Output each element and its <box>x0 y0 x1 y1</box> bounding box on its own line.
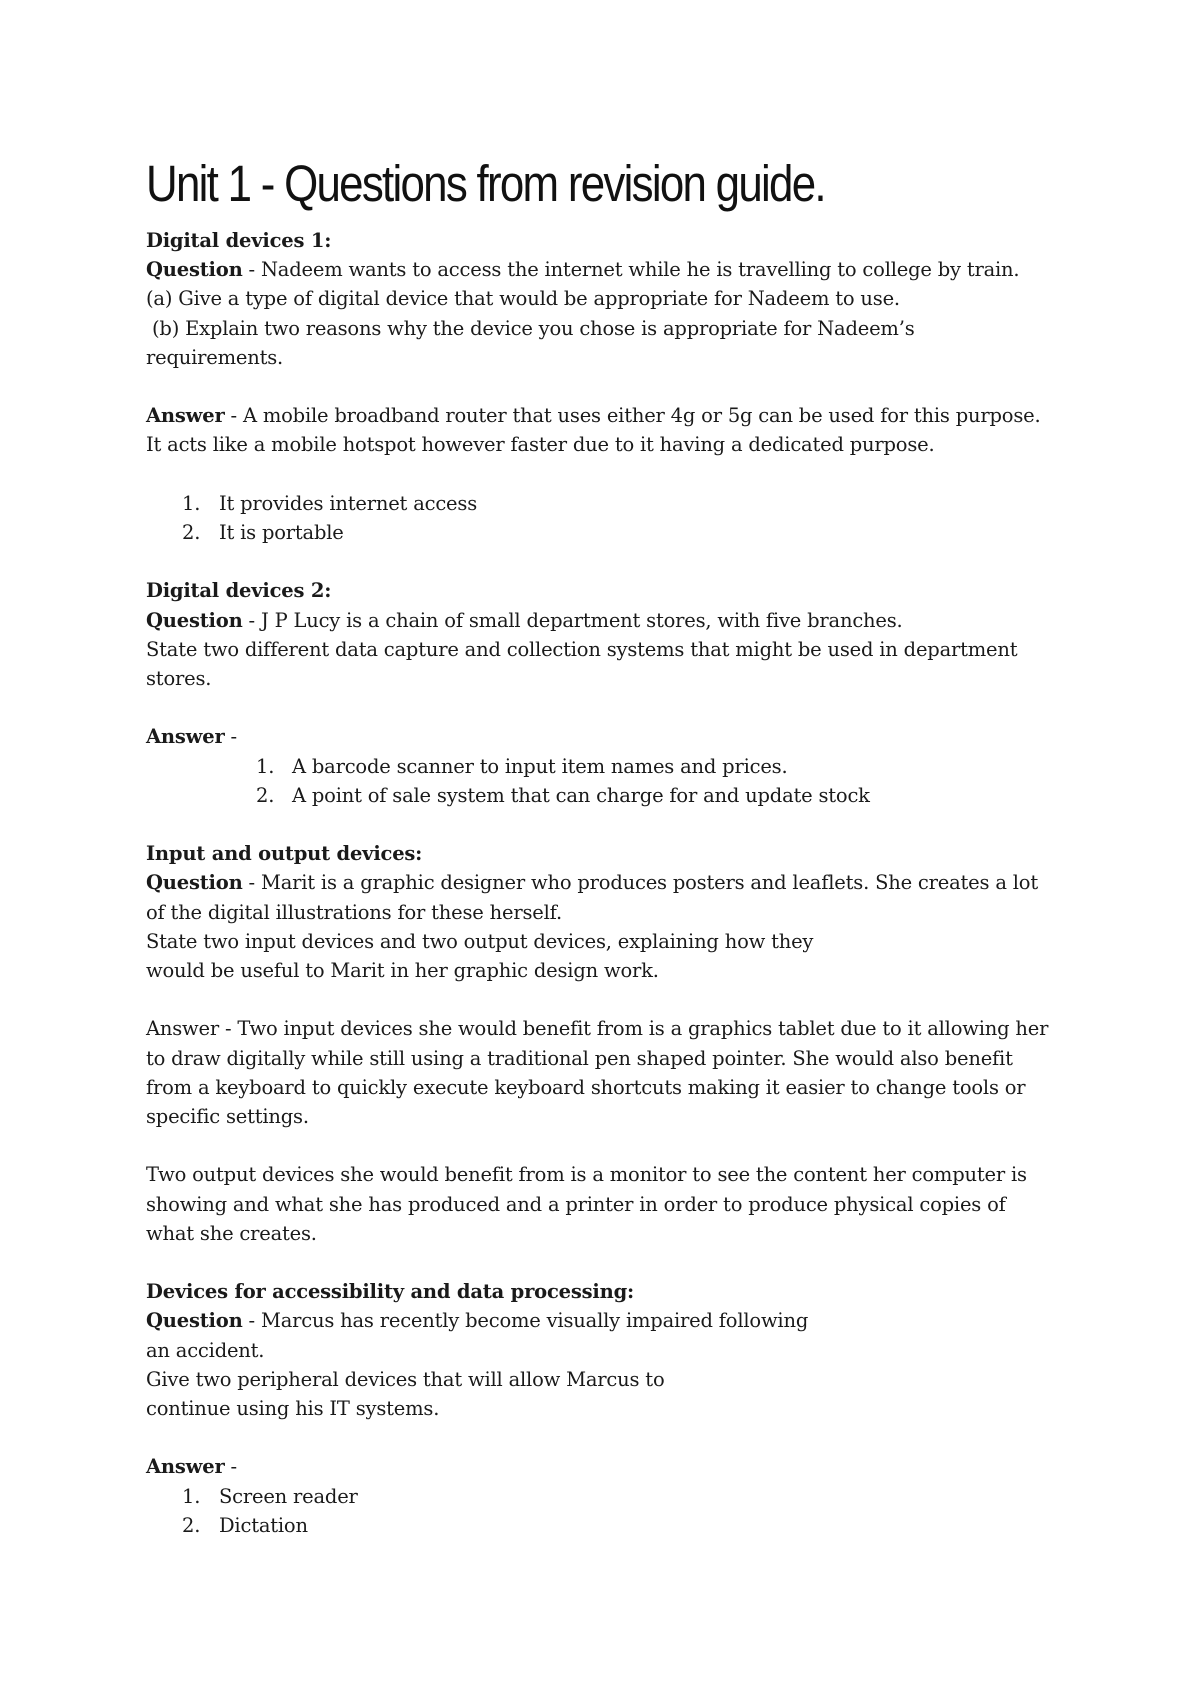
list-item-text: Dictation <box>219 1513 308 1537</box>
list-number: 2. <box>256 783 275 807</box>
page-title: Unit 1 - Questions from revision guide. <box>146 155 825 212</box>
list-number: 1. <box>256 754 275 778</box>
list-item <box>146 518 1086 547</box>
spacer <box>146 460 1086 489</box>
question-text: - Marcus has recently become visually impaired following <box>242 1309 809 1333</box>
answer-line: Answer - Two input devices she would benefit from is a graphics tablet due to it allowing her <box>146 1017 1049 1041</box>
answer-label: Answer <box>146 725 225 749</box>
question-line: (b) Explain two reasons why the device you chose is appropriate for Nadeem’s <box>146 316 915 340</box>
list-item <box>146 1482 1086 1511</box>
list-number: 2. <box>182 1513 201 1537</box>
answer-line: to draw digitally while still using a traditional pen shaped pointer. She would also benefit <box>146 1046 1013 1070</box>
list-number: 1. <box>182 491 201 515</box>
answer-text: - <box>224 725 237 749</box>
spacer <box>146 810 1086 839</box>
question-line <box>146 1306 1086 1335</box>
question-line: (a) Give a type of digital device that would be appropriate for Nadeem to use. <box>146 287 900 311</box>
question-line <box>146 255 1086 284</box>
section-heading: Digital devices 1: <box>146 229 332 252</box>
answer-line <box>146 722 1086 751</box>
question-label: Question <box>146 258 243 282</box>
list-item <box>146 781 1086 810</box>
list-item-text: It provides internet access <box>219 491 478 515</box>
answer-line <box>146 401 1086 430</box>
answer-label: Answer <box>146 1455 225 1479</box>
list-item <box>146 1511 1086 1540</box>
spacer <box>146 985 1086 1014</box>
section-heading: Digital devices 2: <box>146 579 332 603</box>
list-item <box>146 489 1086 518</box>
list-number: 1. <box>182 1484 201 1508</box>
question-line: would be useful to Marit in her graphic design work. <box>146 959 659 982</box>
question-line: State two input devices and two output devices, explaining how they <box>146 929 814 953</box>
answer-line: specific settings. <box>146 1105 309 1128</box>
question-line: Give two peripheral devices that will allow Marcus to <box>146 1367 665 1391</box>
answer-line: showing and what she has produced and a printer in order to produce physical copies of <box>146 1192 1006 1216</box>
spacer <box>146 372 1086 401</box>
question-line: of the digital illustrations for these herself. <box>146 900 562 924</box>
section-heading: Input and output devices: <box>146 842 423 866</box>
question-text: - Nadeem wants to access the internet while he is travelling to college by train. <box>242 258 1020 282</box>
question-line: stores. <box>146 667 212 690</box>
question-line <box>146 606 1086 635</box>
answer-list <box>146 489 1086 547</box>
question-line: an accident. <box>146 1338 265 1362</box>
list-item-text: It is portable <box>219 521 344 544</box>
answer-line: It acts like a mobile hotspot however faster due to it having a dedicated purpose. <box>146 433 935 457</box>
spacer <box>146 1131 1086 1160</box>
section-heading: Devices for accessibility and data processing: <box>146 1280 635 1304</box>
spacer <box>146 1248 1086 1277</box>
answer-list <box>146 752 1086 810</box>
answer-line: Two output devices she would benefit from is a monitor to see the content her computer is <box>146 1163 1027 1187</box>
question-label: Question <box>146 608 243 632</box>
question-line: continue using his IT systems. <box>146 1397 440 1420</box>
question-label: Question <box>146 871 243 895</box>
list-item-text: A barcode scanner to input item names and prices. <box>292 754 788 778</box>
spacer <box>146 547 1086 576</box>
spacer <box>146 693 1086 722</box>
question-label: Question <box>146 1309 243 1333</box>
list-item <box>146 752 1086 781</box>
answer-line: from a keyboard to quickly execute keyboard shortcuts making it easier to change tools or <box>146 1075 1026 1099</box>
question-text: - Marit is a graphic designer who produces posters and leaflets. She creates a lot <box>242 871 1038 895</box>
answer-text: - <box>224 1455 237 1479</box>
spacer <box>146 1423 1086 1452</box>
document-body <box>146 226 1086 1540</box>
answer-text: - A mobile broadband router that uses either 4g or 5g can be used for this purpose. <box>224 404 1041 428</box>
question-line: State two different data capture and collection systems that might be used in department <box>146 637 1018 661</box>
question-line <box>146 868 1086 897</box>
list-item-text: A point of sale system that can charge for and update stock <box>292 783 870 807</box>
answer-label: Answer <box>146 404 225 428</box>
question-text: - J P Lucy is a chain of small department stores, with five branches. <box>242 608 903 632</box>
list-number: 2. <box>182 521 201 544</box>
answer-list <box>146 1482 1086 1540</box>
answer-line: what she creates. <box>146 1221 317 1245</box>
question-line: requirements. <box>146 345 284 369</box>
list-item-text: Screen reader <box>219 1484 358 1508</box>
answer-line <box>146 1452 1086 1481</box>
